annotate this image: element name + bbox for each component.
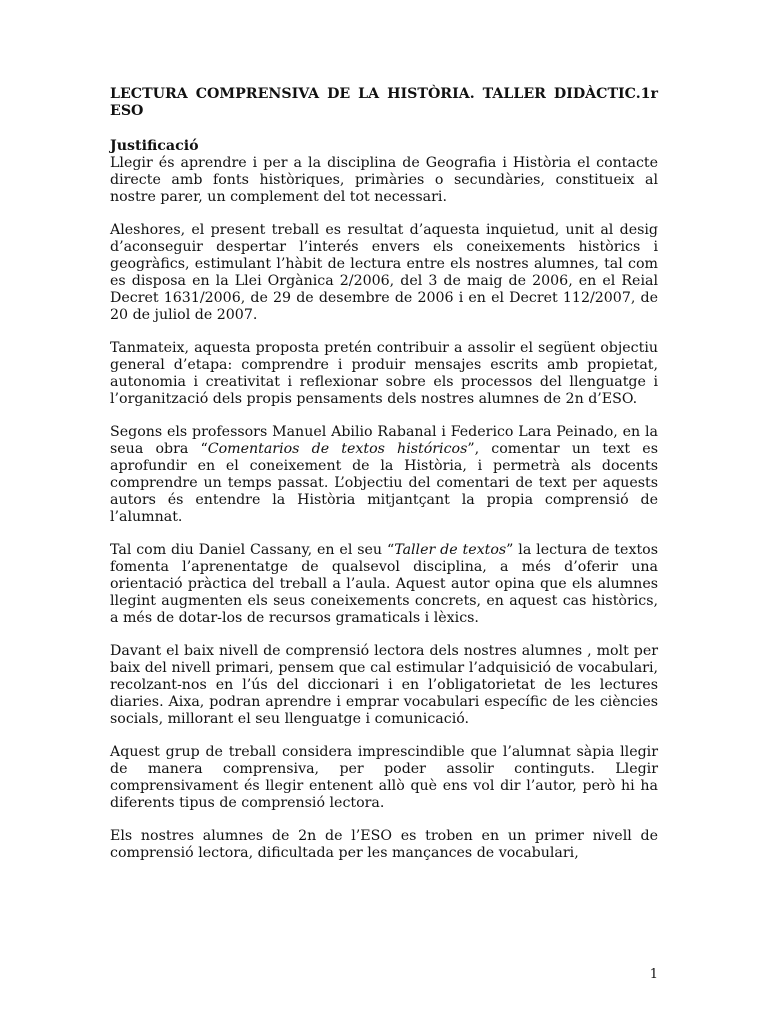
- paragraph-4: [110, 424, 658, 526]
- paragraph-7: Aquest grup de treball considera imprescindible que l’alumnat sàpia llegir de manera comprensiva, per poder assolir continguts. Llegir comprensivament és llegir entenent allò què ens vol dir l’autor, però hi ha diferents tipus de comprensió lectora.: [110, 744, 658, 811]
- document-title: LECTURA COMPRENSIVA DE LA HISTÒRIA. TALLER DIDÀCTIC.1r ESO: [110, 86, 658, 119]
- paragraph-3: Tanmateix, aquesta proposta pretén contribuir a assolir el següent objectiu general d’etapa: comprendre i produir mensajes escrits amb propietat, autonomia i creativitat i reflexionar sobre els processos del llenguatge i l’organització dels propis pensaments dels nostres alumnes de 2n d’ESO.: [110, 340, 658, 407]
- paragraph-5-text-b: ” la lectura de textos fomenta l’aprenentatge de qualsevol disciplina, a més d’oferir una orientació pràctica del treball a l’aula. Aquest autor opina que els alumnes llegint augmenten els seus coneixements concrets, en aquest cas històrics, a més de dotar-los de recursos gramaticals i lèxics.: [110, 542, 658, 626]
- paragraph-2: Aleshores, el present treball es resultat d’aquesta inquietud, unit al desig d’aconseguir despertar l’interés envers els coneixements històrics i geogràfics, estimulant l’hàbit de lectura entre els nostres alumnes, tal com es disposa en la Llei Orgànica 2/2006, del 3 de maig de 2006, en el Reial Decret 1631/2006, de 29 de desembre de 2006 i en el Decret 112/2007, de 20 de juliol de 2007.: [110, 222, 658, 323]
- paragraph-8: Els nostres alumnes de 2n de l’ESO es troben en un primer nivell de comprensió lectora, dificultada per les mançances de vocabulari,: [110, 828, 658, 861]
- paragraph-4-text-b: ”, comentar un text es aprofundir en el coneixement de la Història, i permetrà als docents comprendre un temps passat. L’objectiu del comentari de text per aquests autors és entendre la Història mitjantçant la propia comprensió de l’alumnat.: [110, 441, 658, 525]
- paragraph-5: [110, 542, 658, 627]
- paragraph-5-text-a: Tal com diu Daniel Cassany, en el seu “: [110, 542, 395, 558]
- paragraph-1: Llegir és aprendre i per a la disciplina de Geografia i Història el contacte directe amb fonts històriques, primàries o secundàries, constitueix al nostre parer, un complement del tot necessari.: [110, 155, 658, 205]
- paragraph-4-text-a: Segons els professors Manuel Abilio Rabanal i Federico Lara Peinado, en la seua obra “: [110, 424, 658, 457]
- section-heading: Justificació: [110, 138, 199, 154]
- page-number: 1: [649, 967, 658, 982]
- book-title-comentarios: Comentarios de textos históricos: [207, 441, 468, 457]
- document-page: [110, 86, 658, 878]
- book-title-taller: Taller de textos: [394, 542, 507, 558]
- paragraph-6: Davant el baix nivell de comprensió lectora dels nostres alumnes , molt per baix del nivell primari, pensem que cal estimular l’adquisició de vocabulari, recolzant-nos en l’ús del diccionari i en l’obligatorietat de les lectures diaries. Aixa, podran aprendre i emprar vocabulari específic de les ciències socials, millorant el seu llenguatge i comunicació.: [110, 643, 658, 727]
